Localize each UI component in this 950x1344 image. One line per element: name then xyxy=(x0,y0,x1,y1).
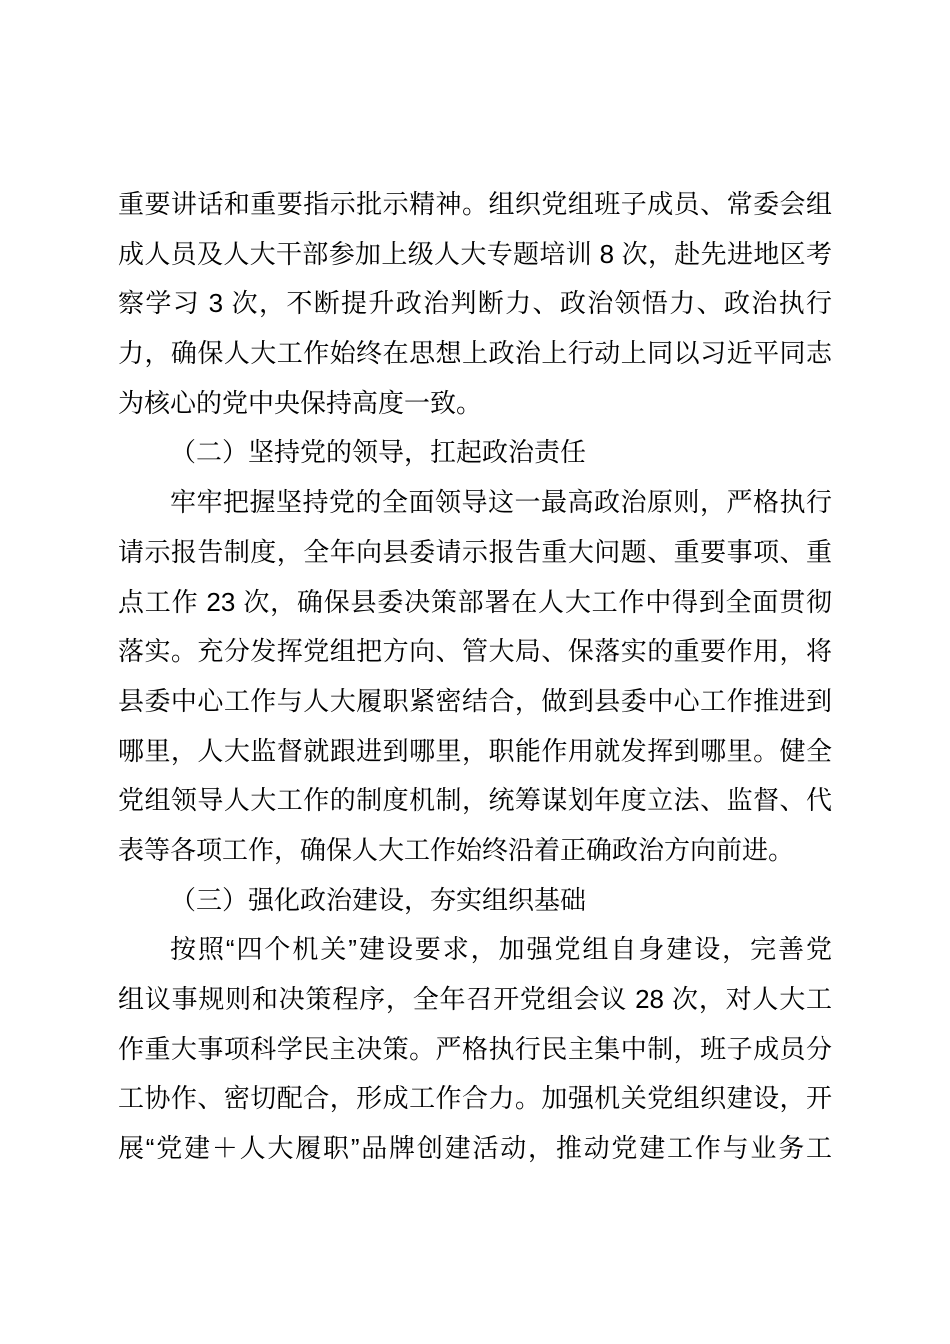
text-line: 请示报告制度，全年向县委请示报告重大问题、重要事项、重 xyxy=(118,536,832,567)
text-line: 按照“四个机关”建设要求，加强党组自身建设，完善党 xyxy=(170,934,832,965)
text-line: 牢牢把握坚持党的全面领导这一最高政治原则，严格执行 xyxy=(170,487,832,518)
text-line: 党组领导人大工作的制度机制，统筹谋划年度立法、监督、代 xyxy=(118,785,832,816)
text-line: 工协作、密切配合，形成工作合力。加强机关党组织建设，开 xyxy=(118,1083,832,1114)
text-line: 重要讲话和重要指示批示精神。组织党组班子成员、常委会组 xyxy=(118,189,832,219)
text-line: 落实。充分发挥党组把方向、管大局、保落实的重要作用，将 xyxy=(118,636,832,667)
document-body xyxy=(118,180,832,1174)
text-line: 成人员及人大干部参加上级人大专题培训 8 次，赴先进地区考 xyxy=(118,238,832,269)
text-line: 哪里，人大监督就跟进到哪里，职能作用就发挥到哪里。健全 xyxy=(118,735,832,766)
text-line: 点工作 23 次，确保县委决策部署在人大工作中得到全面贯彻 xyxy=(118,586,832,617)
section-heading: （二）坚持党的领导，扛起政治责任 xyxy=(170,437,587,468)
text-line: 作重大事项科学民主决策。严格执行民主集中制，班子成员分 xyxy=(118,1033,832,1064)
text-line: 展“党建＋人大履职”品牌创建活动，推动党建工作与业务工 xyxy=(118,1133,832,1164)
text-line: 组议事规则和决策程序，全年召开党组会议 28 次，对人大工 xyxy=(118,984,832,1014)
section-heading: （三）强化政治建设，夯实组织基础 xyxy=(170,884,587,915)
text-line: 为核心的党中央保持高度一致。 xyxy=(118,387,483,418)
text-line: 力，确保人大工作始终在思想上政治上行动上同以习近平同志 xyxy=(118,338,832,369)
text-line: 县委中心工作与人大履职紧密结合，做到县委中心工作推进到 xyxy=(118,685,832,716)
text-line: 表等各项工作，确保人大工作始终沿着正确政治方向前进。 xyxy=(118,834,795,865)
text-line: 察学习 3 次，不断提升政治判断力、政治领悟力、政治执行 xyxy=(118,288,832,319)
